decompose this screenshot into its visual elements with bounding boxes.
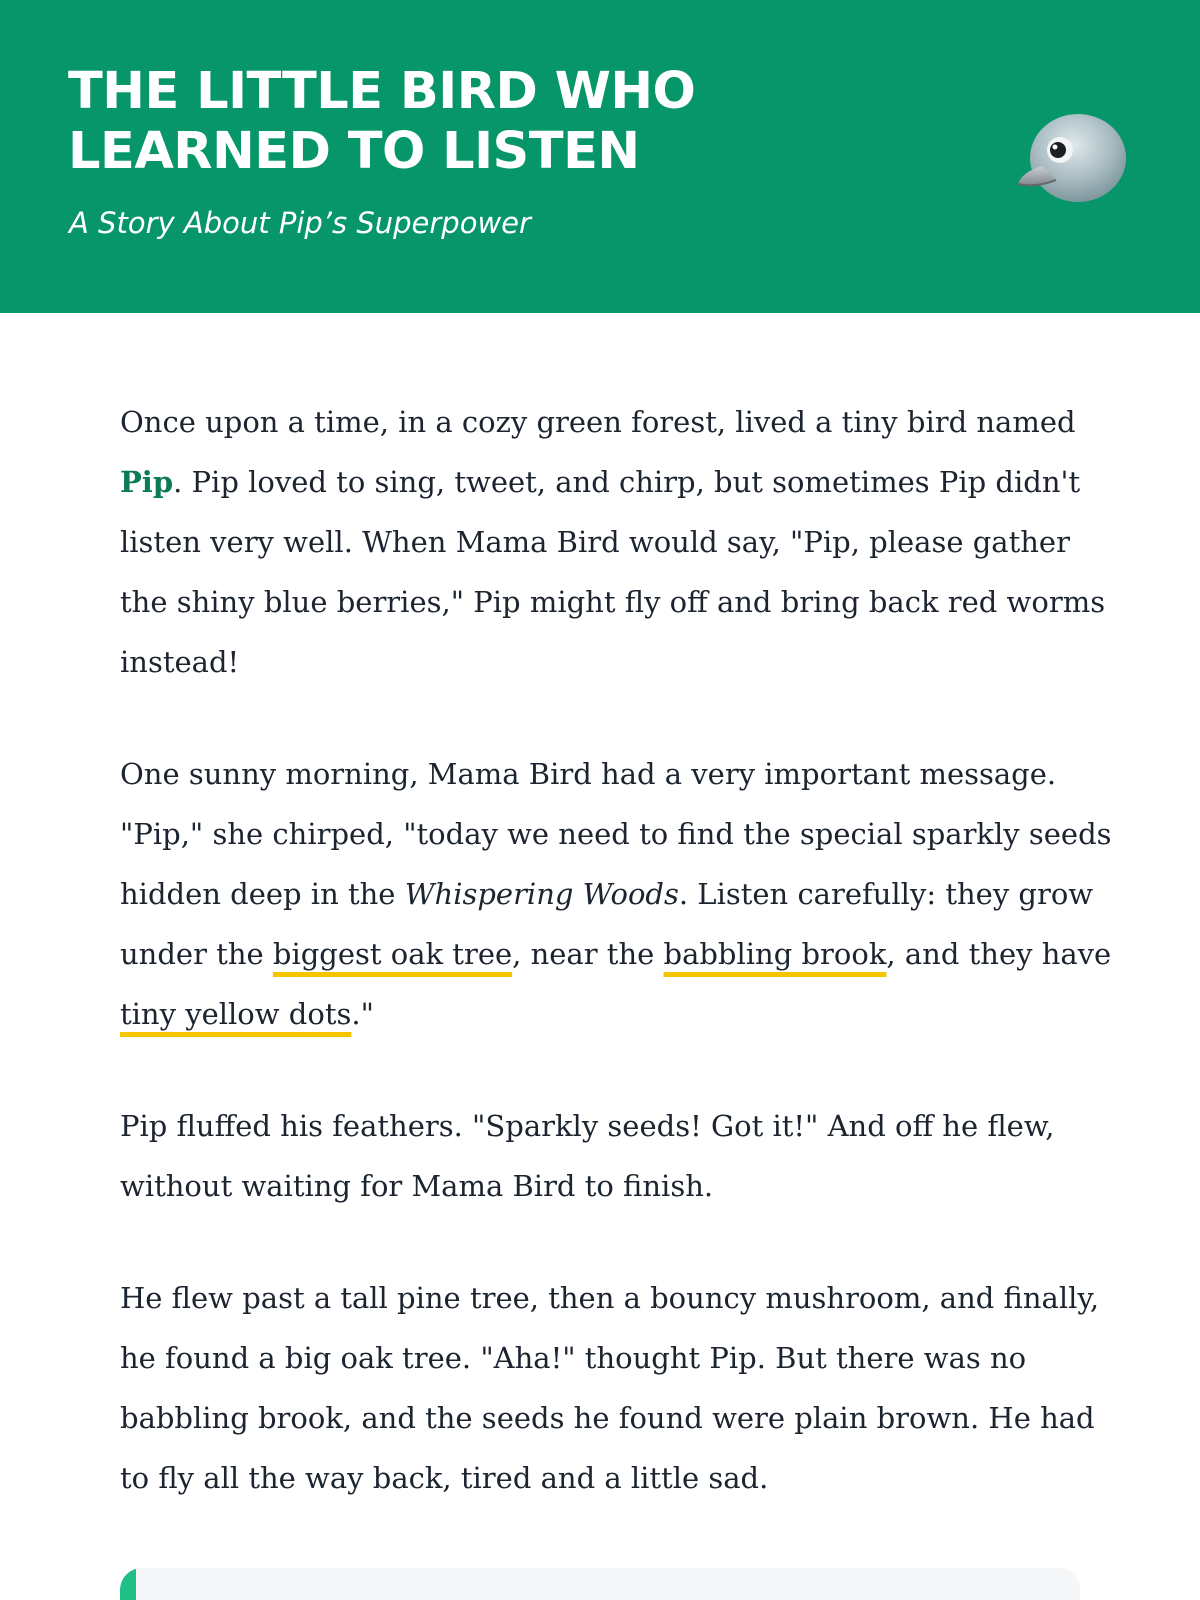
text-line: One sunny morning, Mama Bird had a very important message. (120, 757, 1057, 791)
highlight-clue-dots: tiny yellow dots (120, 997, 352, 1031)
story-body (120, 392, 1112, 1560)
text-fragment: . Pip loved to sing, tweet, and chirp, but sometimes Pip didn't (173, 465, 1081, 499)
callout-accent-bar (120, 1568, 136, 1600)
story-header (0, 0, 1200, 313)
lesson-callout-box (120, 1568, 1080, 1600)
title-line-1: THE LITTLE BIRD WHO (68, 62, 696, 121)
text-line (120, 452, 1100, 512)
text-line: He flew past a tall pine tree, then a bouncy mushroom, and finally, (120, 1281, 1100, 1315)
text-line: without waiting for Mama Bird to finish. (120, 1169, 714, 1203)
bird-head-icon (1012, 108, 1132, 208)
highlight-clue-brook: babbling brook (663, 937, 887, 971)
text-fragment: under the (120, 937, 273, 971)
story-subtitle: A Story About Pip’s Superpower (69, 206, 531, 240)
text-line: babbling brook, and the seeds he found were plain brown. He had (120, 1401, 1095, 1435)
text-line: listen very well. When Mama Bird would say, "Pip, please gather (120, 525, 1070, 559)
text-line: he found a big oak tree. "Aha!" thought Pip. But there was no (120, 1341, 1027, 1375)
highlight-clue-oak-tree: biggest oak tree (272, 937, 513, 971)
text-line: to fly all the way back, tired and a little sad. (120, 1461, 769, 1495)
text-line: "Pip," she chirped, "today we need to find the special sparkly seeds (120, 817, 1112, 851)
place-name: Whispering Woods (404, 877, 679, 911)
text-line (120, 924, 1112, 984)
text-line (120, 864, 1100, 924)
text-line: Pip fluffed his feathers. "Sparkly seeds! Got it!" And off he flew, (120, 1109, 1055, 1143)
text-line (120, 984, 1100, 1044)
text-fragment: ." (351, 997, 374, 1031)
title-line-2: LEARNED TO LISTEN (68, 122, 640, 181)
story-paragraph-1 (120, 392, 1106, 692)
text-line: Once upon a time, in a cozy green forest, lived a tiny bird named (120, 405, 1076, 439)
story-paragraph-3 (120, 1096, 1100, 1216)
character-name-pip: Pip (120, 465, 174, 499)
text-fragment: hidden deep in the (120, 877, 405, 911)
text-line: instead! (120, 645, 240, 679)
text-line: the shiny blue berries," Pip might fly off and bring back red worms (120, 585, 1106, 619)
text-fragment: , and they have (886, 937, 1112, 971)
story-paragraph-4 (120, 1268, 1100, 1508)
text-fragment: , near the (512, 937, 664, 971)
text-fragment: . Listen carefully: they grow (678, 877, 1094, 911)
story-paragraph-2 (120, 744, 1112, 1044)
story-title (68, 62, 928, 182)
